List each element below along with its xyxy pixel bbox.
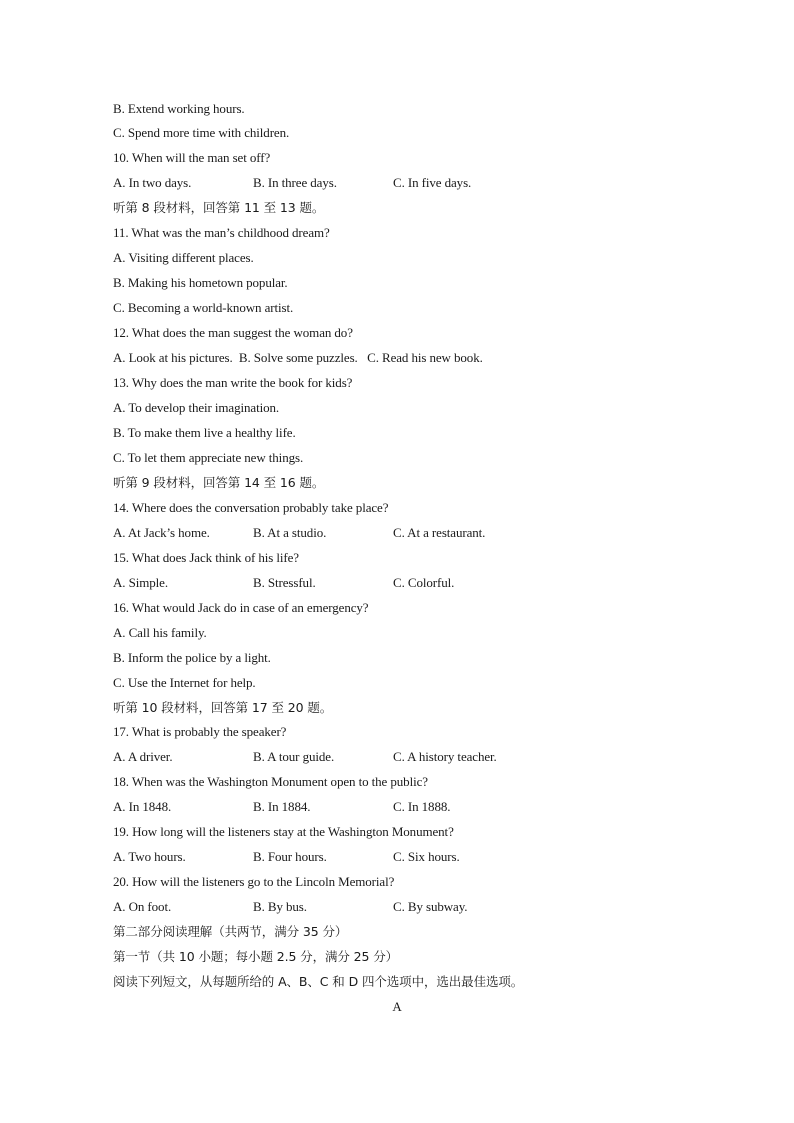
option-a: A. On foot. bbox=[113, 899, 172, 914]
question-13: 13. Why does the man write the book for kids? bbox=[113, 375, 353, 390]
options-row-17 bbox=[113, 747, 713, 767]
option-c: C. By subway. bbox=[393, 899, 468, 914]
question-15: 15. What does Jack think of his life? bbox=[113, 550, 299, 565]
option-a: A. At Jack’s home. bbox=[113, 525, 210, 540]
question-11: 11. What was the man’s childhood dream? bbox=[113, 225, 330, 240]
section-instruction-9: 听第 9 段材料，回答第 14 至 16 题。 bbox=[113, 475, 325, 490]
options-row-19 bbox=[113, 847, 713, 867]
options-row-12: A. Look at his pictures. B. Solve some puzzles. C. Read his new book. bbox=[113, 350, 483, 365]
question-17: 17. What is probably the speaker? bbox=[113, 724, 287, 739]
option-line: C. Spend more time with children. bbox=[113, 125, 290, 140]
option-b: B. A tour guide. bbox=[253, 749, 335, 764]
option-b: B. At a studio. bbox=[253, 525, 327, 540]
option-line: B. Inform the police by a light. bbox=[113, 650, 271, 665]
question-12: 12. What does the man suggest the woman do? bbox=[113, 325, 353, 340]
option-line: B. Making his hometown popular. bbox=[113, 275, 288, 290]
option-a: A. A driver. bbox=[113, 749, 173, 764]
option-a: A. Two hours. bbox=[113, 849, 186, 864]
option-c: C. A history teacher. bbox=[393, 749, 497, 764]
question-20: 20. How will the listeners go to the Lincoln Memorial? bbox=[113, 874, 395, 889]
options-row-18 bbox=[113, 797, 713, 817]
option-line: A. Call his family. bbox=[113, 625, 207, 640]
option-a: A. In 1848. bbox=[113, 799, 172, 814]
option-line: A. To develop their imagination. bbox=[113, 400, 280, 415]
section-one-heading: 第一节（共 10 小题；每小题 2.5 分，满分 25 分） bbox=[113, 949, 399, 964]
options-row-15 bbox=[113, 573, 713, 593]
options-row-20 bbox=[113, 897, 713, 917]
section-instruction-10: 听第 10 段材料，回答第 17 至 20 题。 bbox=[113, 700, 333, 715]
question-16: 16. What would Jack do in case of an emergency? bbox=[113, 600, 369, 615]
passage-letter: A bbox=[392, 999, 402, 1014]
options-row-10 bbox=[113, 173, 713, 193]
option-line: C. To let them appreciate new things. bbox=[113, 450, 304, 465]
question-18: 18. When was the Washington Monument open to the public? bbox=[113, 774, 428, 789]
option-line: A. Visiting different places. bbox=[113, 250, 254, 265]
option-c: C. In five days. bbox=[393, 175, 472, 190]
option-c: C. In 1888. bbox=[393, 799, 451, 814]
option-a: A. In two days. bbox=[113, 175, 192, 190]
part-two-heading: 第二部分阅读理解（共两节，满分 35 分） bbox=[113, 924, 348, 939]
option-b: B. By bus. bbox=[253, 899, 307, 914]
option-c: C. At a restaurant. bbox=[393, 525, 486, 540]
reading-instruction: 阅读下列短文，从每题所给的 A、B、C 和 D 四个选项中，选出最佳选项。 bbox=[113, 974, 524, 989]
option-line: C. Becoming a world-known artist. bbox=[113, 300, 294, 315]
option-b: B. Four hours. bbox=[253, 849, 327, 864]
question-14: 14. Where does the conversation probably take place? bbox=[113, 500, 389, 515]
option-line: C. Use the Internet for help. bbox=[113, 675, 256, 690]
option-c: C. Six hours. bbox=[393, 849, 460, 864]
option-b: B. In 1884. bbox=[253, 799, 311, 814]
option-c: C. Colorful. bbox=[393, 575, 455, 590]
option-line: B. Extend working hours. bbox=[113, 101, 245, 116]
option-line: B. To make them live a healthy life. bbox=[113, 425, 296, 440]
question-10: 10. When will the man set off? bbox=[113, 150, 271, 165]
section-instruction-8: 听第 8 段材料，回答第 11 至 13 题。 bbox=[113, 200, 325, 215]
option-b: B. In three days. bbox=[253, 175, 337, 190]
options-row-14 bbox=[113, 523, 713, 543]
question-19: 19. How long will the listeners stay at the Washington Monument? bbox=[113, 824, 454, 839]
option-a: A. Simple. bbox=[113, 575, 168, 590]
option-b: B. Stressful. bbox=[253, 575, 316, 590]
